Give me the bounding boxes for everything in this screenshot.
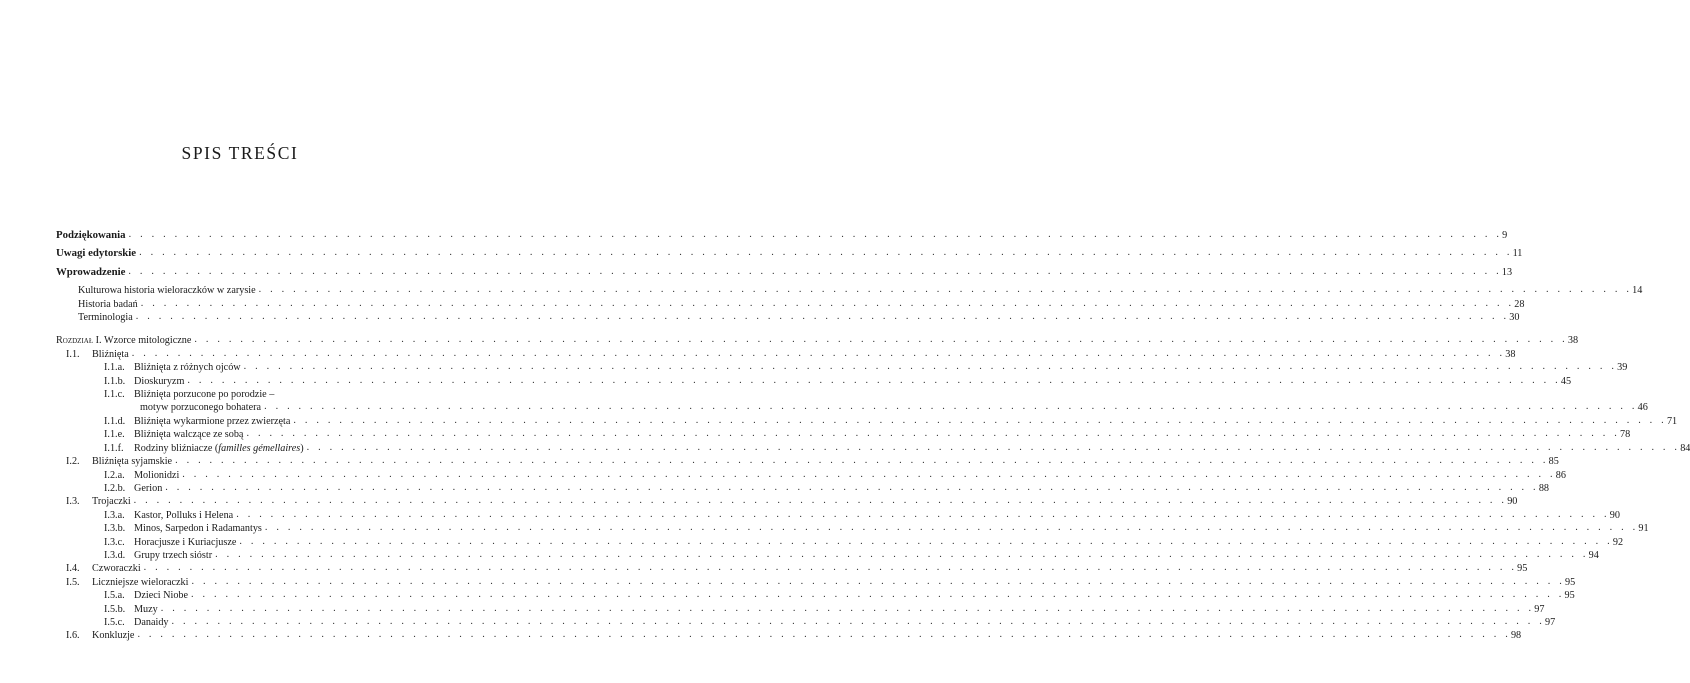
section-title: Muzy — [134, 603, 158, 615]
section-number: I.1.f. — [104, 442, 124, 454]
entry-label — [56, 495, 134, 508]
dot-leader: . . . . . . . . . . . . . . . . . . . . . . . . . . . . . . . . . . . . . . . . . . . . . . . . . . . . . . . . . . . . . . . . . . . . . . . . . . . . . . . . . . . . . . . . . . . . . . . . . . . . . . . . . . . . . . . . . . . . . . . . — [137, 629, 1511, 641]
page-number: 46 — [1637, 402, 1648, 414]
section-number: I.5.a. — [104, 590, 125, 602]
page-number: 97 — [1534, 603, 1545, 615]
section-title: Gerion — [134, 482, 163, 494]
toc-item[interactable] — [56, 629, 1522, 642]
dot-leader: . . . . . . . . . . . . . . . . . . . . . . . . . . . . . . . . . . . . . . . . . . . . . . . . . . . . . . . . . . . . . . . . . . . . . . . . . . . . . . . . . . . . . . . . . . . . . . . . . . . . . . . . . . . . . . . . . . . . . . . . — [306, 441, 1681, 453]
section-title: Horacjusze i Kuriacjusze — [134, 536, 237, 548]
toc-entry[interactable] — [56, 265, 1513, 279]
toc-item[interactable] — [56, 361, 1628, 374]
page-number: 13 — [1501, 266, 1513, 278]
section-title: Grupy trzech sióstr — [134, 549, 213, 561]
section-number: I.5.c. — [104, 616, 125, 628]
page-title: SPIS TREŚCI — [181, 143, 299, 163]
toc-item[interactable] — [56, 428, 1631, 441]
section-title: Liczniejsze wieloraczki — [92, 576, 189, 588]
section-number: I.1.a. — [104, 362, 125, 374]
section-title: motyw porzuconego bohatera — [140, 402, 262, 414]
page-number: 86 — [1555, 469, 1566, 481]
page-number: 30 — [1509, 312, 1520, 324]
dot-leader: . . . . . . . . . . . . . . . . . . . . . . . . . . . . . . . . . . . . . . . . . . . . . . . . . . . . . . . . . . . . . . . . . . . . . . . . . . . . . . . . . . . . . . . . . . . . . . . . . . . . . . . . . . . . . . . . . . . . . . . . — [191, 589, 1565, 601]
entry-label — [56, 361, 244, 374]
dot-leader: . . . . . . . . . . . . . . . . . . . . . . . . . . . . . . . . . . . . . . . . . . . . . . . . . . . . . . . . . . . . . . . . . . . . . . . . . . . . . . . . . . . . . . . . . . . . . . . . . . . . . . . . . . . . . . . . . . . . . . . . — [140, 297, 1515, 309]
entry-label — [56, 415, 293, 428]
page-number: 28 — [1514, 298, 1525, 310]
section-title-tail: ) — [300, 442, 304, 454]
toc-item[interactable] — [56, 522, 1649, 535]
toc-item[interactable] — [56, 602, 1545, 616]
toc-item[interactable] — [56, 455, 1559, 468]
dot-leader: . . . . . . . . . . . . . . . . . . . . . . . . . . . . . . . . . . . . . . . . . . . . . . . . . . . . . . . . . . . . . . . . . . . . . . . . . . . . . . . . . . . . . . . . . . . . . . . . . . . . . . . . . . . . . . . . . . . . . . . . — [264, 401, 1638, 413]
page-number: 95 — [1564, 576, 1576, 588]
chapter-title: Wzorce mitologiczne — [103, 335, 192, 347]
section-number: I.1.e. — [104, 429, 125, 441]
page-number: 39 — [1617, 362, 1628, 374]
entry-label — [56, 589, 191, 602]
toc-item[interactable] — [56, 508, 1620, 522]
section-title: Bliźnięta wykarmione przez zwierzęta — [134, 415, 291, 427]
toc-subentry[interactable] — [56, 311, 1520, 324]
entry-label — [56, 562, 144, 575]
toc-chapter[interactable] — [56, 334, 1579, 347]
section-title: Bliźnięta syjamskie — [92, 456, 173, 468]
page-number: 97 — [1545, 616, 1556, 628]
dot-leader: . . . . . . . . . . . . . . . . . . . . . . . . . . . . . . . . . . . . . . . . . . . . . . . . . . . . . . . . . . . . . . . . . . . . . . . . . . . . . . . . . . . . . . . . . . . . . . . . . . . . . . . . . . . . . . . . . . . . . . . . — [128, 265, 1502, 277]
section-number: I.3. — [66, 496, 80, 508]
toc-item[interactable] — [56, 468, 1566, 482]
page-number: 85 — [1548, 456, 1559, 468]
dot-leader: . . . . . . . . . . . . . . . . . . . . . . . . . . . . . . . . . . . . . . . . . . . . . . . . . . . . . . . . . . . . . . . . . . . . . . . . . . . . . . . . . . . . . . . . . . . . . . . . . . . . . . . . . . . . . . . . . . . . . . . . — [175, 455, 1549, 467]
page-number: 92 — [1612, 536, 1624, 548]
page-number: 90 — [1609, 509, 1620, 521]
page-number: 98 — [1510, 630, 1522, 642]
entry-label — [56, 375, 187, 388]
chapter-prefix: Rozdział I. — [56, 335, 102, 347]
entry-label — [56, 442, 307, 455]
dot-leader: . . . . . . . . . . . . . . . . . . . . . . . . . . . . . . . . . . . . . . . . . . . . . . . . . . . . . . . . . . . . . . . . . . . . . . . . . . . . . . . . . . . . . . . . . . . . . . . . . . . . . . . . . . . . . . . . . . . . . . . . — [194, 334, 1568, 346]
entry-label — [56, 455, 175, 468]
toc-item[interactable] — [56, 562, 1528, 575]
dot-leader: . . . . . . . . . . . . . . . . . . . . . . . . . . . . . . . . . . . . . . . . . . . . . . . . . . . . . . . . . . . . . . . . . . . . . . . . . . . . . . . . . . . . . . . . . . . . . . . . . . . . . . . . . . . . . . . . . . . . . . . . — [191, 575, 1565, 587]
section-title: Dzieci Niobe — [134, 590, 189, 602]
entry-label — [56, 401, 264, 414]
toc-entry[interactable] — [56, 247, 1523, 260]
dot-leader: . . . . . . . . . . . . . . . . . . . . . . . . . . . . . . . . . . . . . . . . . . . . . . . . . . . . . . . . . . . . . . . . . . . . . . . . . . . . . . . . . . . . . . . . . . . . . . . . . . . . . . . . . . . . . . . . . . . . . . . . — [258, 284, 1633, 296]
section-number: I.3.d. — [104, 549, 126, 561]
section-title: Kastor, Polluks i Helena — [134, 509, 234, 521]
dot-leader: . . . . . . . . . . . . . . . . . . . . . . . . . . . . . . . . . . . . . . . . . . . . . . . . . . . . . . . . . . . . . . . . . . . . . . . . . . . . . . . . . . . . . . . . . . . . . . . . . . . . . . . . . . . . . . . . . . . . . . . . — [239, 535, 1613, 547]
entry-label: Historia badań — [78, 298, 141, 311]
section-number: I.3.b. — [104, 523, 126, 535]
dot-leader: . . . . . . . . . . . . . . . . . . . . . . . . . . . . . . . . . . . . . . . . . . . . . . . . . . . . . . . . . . . . . . . . . . . . . . . . . . . . . . . . . . . . . . . . . . . . . . . . . . . . . . . . . . . . . . . . . . . . . . . . — [187, 374, 1561, 386]
entry-label — [56, 576, 191, 589]
dot-leader: . . . . . . . . . . . . . . . . . . . . . . . . . . . . . . . . . . . . . . . . . . . . . . . . . . . . . . . . . . . . . . . . . . . . . . . . . . . . . . . . . . . . . . . . . . . . . . . . . . . . . . . . . . . . . . . . . . . . . . . . — [182, 468, 1556, 480]
toc-item[interactable] — [56, 347, 1516, 361]
section-title: Konkluzje — [92, 630, 135, 642]
dot-leader: . . . . . . . . . . . . . . . . . . . . . . . . . . . . . . . . . . . . . . . . . . . . . . . . . . . . . . . . . . . . . . . . . . . . . . . . . . . . . . . . . . . . . . . . . . . . . . . . . . . . . . . . . . . . . . . . . . . . . . . . — [246, 428, 1620, 440]
toc-entry[interactable] — [56, 229, 1508, 242]
entry-label: Terminologia — [78, 311, 136, 324]
toc-item[interactable] — [56, 388, 423, 401]
page-number: 38 — [1567, 335, 1579, 347]
entry-label — [56, 428, 246, 441]
page-number: 90 — [1507, 496, 1518, 508]
section-number: I.6. — [66, 630, 80, 642]
toc-item[interactable] — [56, 615, 1556, 629]
dot-leader: . . . . . . . . . . . . . . . . . . . . . . . . . . . . . . . . . . . . . . . . . . . . . . . . . . . . . . . . . . . . . . . . . . . . . . . . . . . . . . . . . . . . . . . . . . . . . . . . . . . . . . . . . . . . . . . . . . . . . . . . — [264, 522, 1639, 534]
section-title: Bliźnięta porzucone po porodzie – — [134, 389, 275, 401]
dot-leader: . . . . . . . . . . . . . . . . . . . . . . . . . . . . . . . . . . . . . . . . . . . . . . . . . . . . . . . . . . . . . . . . . . . . . . . . . . . . . . . . . . . . . . . . . . . . . . . . . . . . . . . . . . . . . . . . . . . . . . . . — [236, 508, 1610, 520]
page-number: 11 — [1512, 248, 1523, 260]
section-number: I.1. — [66, 348, 80, 360]
table-of-contents — [56, 229, 1690, 643]
toc-item[interactable] — [56, 495, 1518, 508]
entry-label — [56, 549, 215, 562]
section-title: Bliźnięta walczące ze sobą — [134, 429, 244, 441]
page-number: 45 — [1560, 375, 1572, 387]
entry-label — [56, 629, 137, 642]
dot-leader: . . . . . . . . . . . . . . . . . . . . . . . . . . . . . . . . . . . . . . . . . . . . . . . . . . . . . . . . . . . . . . . . . . . . . . . . . . . . . . . . . . . . . . . . . . . . . . . . . . . . . . . . . . . . . . . . . . . . . . . . — [243, 361, 1618, 373]
entry-label — [56, 603, 161, 616]
entry-label — [56, 482, 165, 495]
entry-label — [56, 536, 239, 549]
section-title: Dioskuryzm — [134, 375, 185, 387]
section-title: Rodziny bliźniacze ( — [134, 442, 219, 454]
page-number: 14 — [1632, 285, 1643, 297]
page-number: 71 — [1666, 415, 1678, 427]
section-number: I.3.a. — [104, 509, 125, 521]
page-number: 38 — [1505, 348, 1516, 360]
section-number: I.2.a. — [104, 469, 125, 481]
page-number: 9 — [1502, 230, 1508, 241]
dot-leader: . . . . . . . . . . . . . . . . . . . . . . . . . . . . . . . . . . . . . . . . . . . . . . . . . . . . . . . . . . . . . . . . . . . . . . . . . . . . . . . . . . . . . . . . . . . . . . . . . . . . . . . . . . . . . . . . . . . . . . . . — [293, 414, 1667, 426]
section-title: Trojaczki — [92, 496, 131, 508]
section-title: Czworaczki — [92, 563, 141, 575]
page-number: 78 — [1619, 429, 1631, 441]
toc-item[interactable] — [56, 589, 1575, 602]
toc-item[interactable] — [56, 575, 1576, 589]
page-number: 95 — [1517, 563, 1528, 575]
entry-label — [56, 616, 172, 629]
toc-item[interactable] — [56, 481, 1549, 495]
entry-label — [56, 348, 132, 361]
section-number: I.4. — [66, 563, 80, 575]
entry-label: Uwagi edytorskie — [56, 247, 139, 260]
toc-item[interactable] — [56, 535, 1624, 549]
page-number: 94 — [1588, 549, 1599, 561]
entry-label: Kulturowa historia wieloraczków w zarysie — [78, 284, 259, 297]
toc-item[interactable] — [56, 414, 1678, 428]
toc-subentry[interactable] — [56, 297, 1525, 311]
section-title: Molionidzi — [134, 469, 180, 481]
page-number: 95 — [1564, 590, 1575, 602]
toc-item[interactable] — [56, 441, 1690, 455]
toc-item[interactable] — [56, 548, 1599, 562]
dot-leader: . . . . . . . . . . . . . . . . . . . . . . . . . . . . . . . . . . . . . . . . . . . . . . . . . . . . . . . . . . . . . . . . . . . . . . . . . . . . . . . . . . . . . . . . . . . . . . . . . . . . . . . . . . . . . . . . . . . . . . . . — [165, 481, 1539, 493]
dot-leader: . . . . . . . . . . . . . . . . . . . . . . . . . . . . . . . . . . . . . . . . . . . . . . . . . . . . . . . . . . . . . . . . . . . . . . . . . . . . . . . . . . . . . . . . . . . . . . . . . . . . . . . . . . . . . . . . . . . . . . . . — [171, 615, 1546, 627]
section-number: I.5. — [66, 576, 80, 588]
dot-leader: . . . . . . . . . . . . . . . . . . . . . . . . . . . . . . . . . . . . . . . . . . . . . . . . . . . . . . . . . . . . . . . . . . . . . . . . . . . . . . . . . . . . . . . . . . . . . . . . . . . . . . . . . . . . . . . . . . . . . . . . — [215, 548, 1589, 560]
dot-leader: . . . . . . . . . . . . . . . . . . . . . . . . . . . . . . . . . . . . . . . . . . . . . . . . . . . . . . . . . . . . . . . . . . . . . . . . . . . . . . . . . . . . . . . . . . . . . . . . . . . . . . . . . . . . . . . . . . . . . . . . — [128, 229, 1503, 240]
dot-leader: . . . . . . . . . . . . . . . . . . . . . . . . . . . . . . . . . . . . . . . . . . . . . . . . . . . . . . . . . . . . . . . . . . . . . . . . . . . . . . . . . . . . . . . . . . . . . . . . . . . . . . . . . . . . . . . . . . . . . . . . — [160, 602, 1535, 614]
page-number: 91 — [1638, 523, 1649, 535]
section-number: I.1.b. — [104, 375, 126, 387]
dot-leader: . . . . . . . . . . . . . . . . . . . . . . . . . . . . . . . . . . . . . . . . . . . . . . . . . . . . . . . . . . . . . . . . . . . . . . . . . . . . . . . . . . . . . . . . . . . . . . . . . . . . . . . . . . . . . . . . . . . . . . . . — [135, 311, 1510, 323]
section-number: I.2.b. — [104, 482, 126, 494]
dot-leader: . . . . . . . . . . . . . . . . . . . . . . . . . . . . . . . . . . . . . . . . . . . . . . . . . . . . . . . . . . . . . . . . . . . . . . . . . . . . . . . . . . . . . . . . . . . . . . . . . . . . . . . . . . . . . . . . . . . . . . . . — [133, 495, 1508, 507]
section-title: Bliźnięta — [92, 348, 129, 360]
entry-label — [56, 469, 182, 482]
section-number: I.2. — [66, 456, 80, 468]
section-title: Minos, Sarpedon i Radamantys — [134, 523, 262, 535]
entry-label — [56, 509, 236, 522]
page-number: 88 — [1538, 482, 1549, 494]
entry-label: Wprowadzenie — [56, 266, 128, 279]
page-number: 84 — [1680, 442, 1690, 454]
entry-label — [56, 522, 265, 535]
toc-item[interactable] — [56, 374, 1572, 388]
section-number: I.1.d. — [104, 415, 126, 427]
section-title: Bliźnięta z różnych ojców — [134, 362, 241, 374]
section-number: I.5.b. — [104, 603, 126, 615]
section-number: I.1.c. — [104, 389, 125, 401]
dot-leader: . . . . . . . . . . . . . . . . . . . . . . . . . . . . . . . . . . . . . . . . . . . . . . . . . . . . . . . . . . . . . . . . . . . . . . . . . . . . . . . . . . . . . . . . . . . . . . . . . . . . . . . . . . . . . . . . . . . . . . . . — [139, 247, 1513, 259]
section-number: I.3.c. — [104, 536, 125, 548]
chapter-label — [56, 334, 194, 347]
entry-label: Podziękowania — [56, 229, 129, 242]
toc-item[interactable] — [56, 401, 1648, 414]
dot-leader: . . . . . . . . . . . . . . . . . . . . . . . . . . . . . . . . . . . . . . . . . . . . . . . . . . . . . . . . . . . . . . . . . . . . . . . . . . . . . . . . . . . . . . . . . . . . . . . . . . . . . . . . . . . . . . . . . . . . . . . . — [131, 347, 1506, 359]
toc-subentry[interactable] — [56, 284, 1643, 297]
entry-label — [56, 388, 277, 401]
dot-leader: . . . . . . . . . . . . . . . . . . . . . . . . . . . . . . . . . . . . . . . . . . . . . . . . . . . . . . . . . . . . . . . . . . . . . . . . . . . . . . . . . . . . . . . . . . . . . . . . . . . . . . . . . . . . . . . . . . . . . . . . — [143, 562, 1518, 574]
section-title: Danaidy — [134, 616, 169, 628]
section-title-italic: familles gémellaires — [218, 442, 301, 454]
